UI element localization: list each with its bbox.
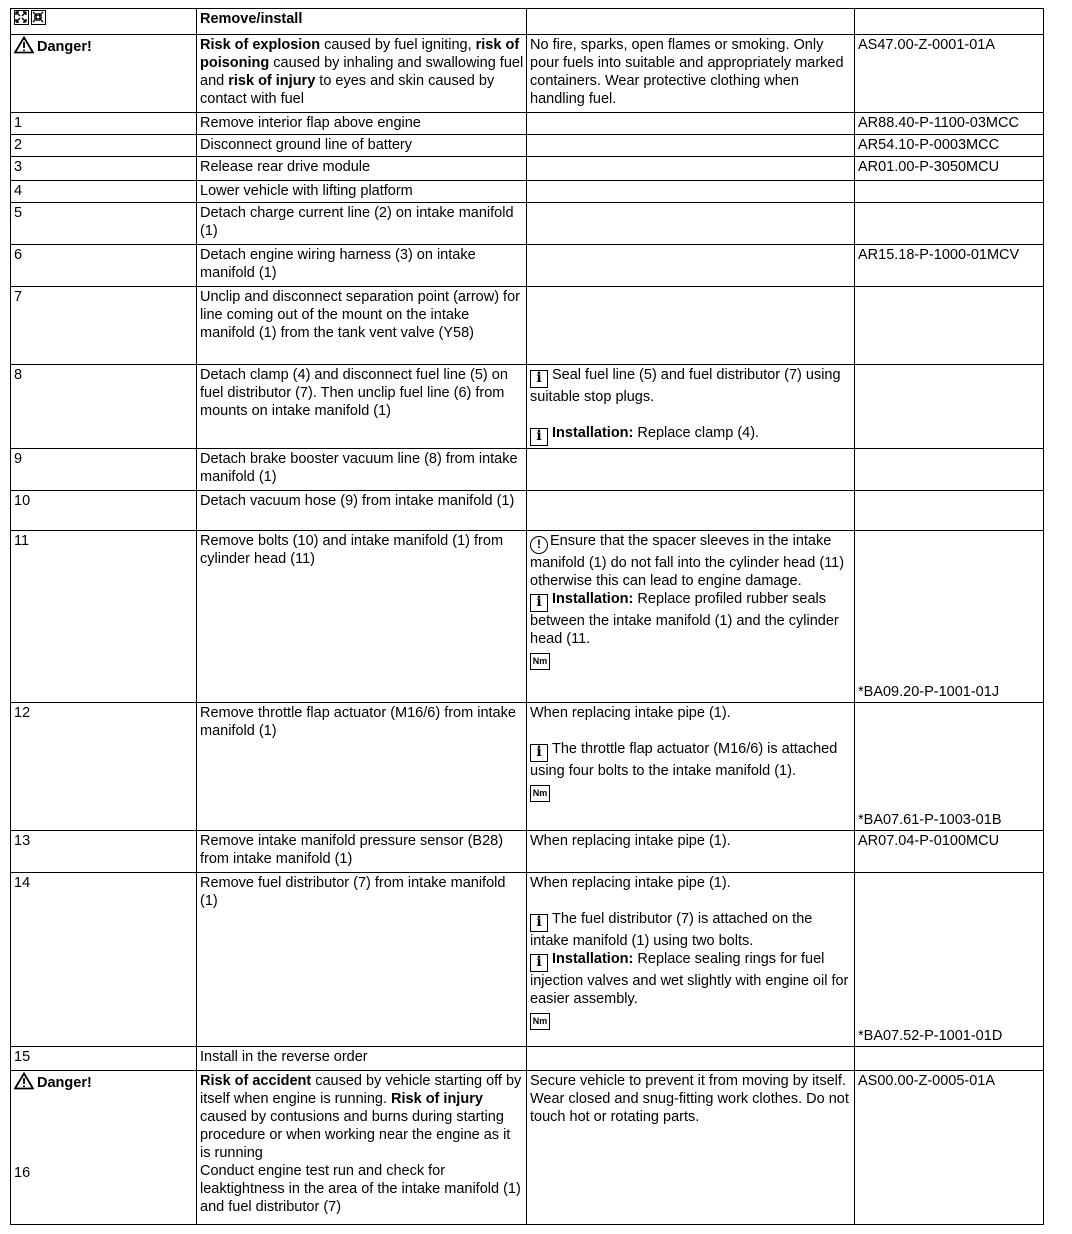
ref-link[interactable]: AR15.18-P-1000-01MCV	[855, 245, 1044, 287]
info-icon: i	[530, 370, 548, 388]
danger-measures: Secure vehicle to prevent it from moving by itself. Wear closed and snug-fitting work clothes. Do not touch hot or rotating parts.	[527, 1071, 855, 1225]
caution-icon: !	[530, 536, 548, 554]
info-icon: i	[530, 428, 548, 446]
torque-icon: Nm	[530, 785, 550, 802]
table-row: 6 Detach engine wiring harness (3) on intake manifold (1) AR15.18-P-1000-01MCV	[11, 245, 1044, 287]
danger-ref[interactable]: AS00.00-Z-0005-01A	[855, 1071, 1044, 1225]
section-title: Remove/install	[197, 9, 527, 35]
ref-link[interactable]: AR07.04-P-0100MCU	[855, 831, 1044, 873]
table-row: 14 Remove fuel distributor (7) from intake manifold (1) When replacing intake pipe (1). i The fuel distributor (7) is attached on the intake manifold (1) using two bolts. i Installation: Replace sealing rings for fuel injection valves and wet slightly with engine oil for easier assembly. Nm *BA07.52-P-1001-01D	[11, 873, 1044, 1047]
info-icon: i	[530, 744, 548, 762]
table-row: 1 Remove interior flap above engine AR88.40-P-1100-03MCC	[11, 113, 1044, 135]
info-icon: i	[530, 954, 548, 972]
table-row: 5 Detach charge current line (2) on intake manifold (1)	[11, 203, 1044, 245]
collapse-icon[interactable]	[31, 10, 46, 25]
procedure-table	[10, 8, 1044, 1225]
table-row: 15 Install in the reverse order	[11, 1047, 1044, 1071]
info-icon: i	[530, 594, 548, 612]
table-row: 12 Remove throttle flap actuator (M16/6) from intake manifold (1) When replacing intake pipe (1). i The throttle flap actuator (M16/6) is attached using four bolts to the intake manifold (1). Nm *BA07.61-P-1003-01B	[11, 703, 1044, 831]
table-row: 2 Disconnect ground line of battery AR54.10-P-0003MCC	[11, 135, 1044, 157]
ref-link[interactable]: *BA07.61-P-1003-01B	[855, 703, 1044, 831]
danger-ref[interactable]: AS47.00-Z-0001-01A	[855, 35, 1044, 113]
danger-row: Danger! 16 Risk of accident caused by vehicle starting off by itself when engine is running. Risk of injury caused by contusions and burns during starting procedure or when working near the engine as it is running Conduct engine test run and check for leaktightness in the area of the intake manifold (1) and fuel distributor (7) Secure vehicle to prevent it from moving by itself. Wear closed and snug-fitting work clothes. Do not touch hot or rotating parts. AS00.00-Z-0005-01A	[11, 1071, 1044, 1225]
table-row: 13 Remove intake manifold pressure sensor (B28) from intake manifold (1) When replacing intake pipe (1). AR07.04-P-0100MCU	[11, 831, 1044, 873]
danger-label: Danger!	[37, 1075, 92, 1091]
table-row: 4 Lower vehicle with lifting platform	[11, 181, 1044, 203]
danger-text: Risk of accident caused by vehicle starting off by itself when engine is running. Risk of injury caused by contusions and burns during starting procedure or when working near the engine as it is running	[200, 1073, 522, 1161]
table-row: 3 Release rear drive module AR01.00-P-3050MCU	[11, 157, 1044, 181]
table-row: 10 Detach vacuum hose (9) from intake manifold (1)	[11, 491, 1044, 531]
table-row: 9 Detach brake booster vacuum line (8) from intake manifold (1)	[11, 449, 1044, 491]
ref-link[interactable]: AR01.00-P-3050MCU	[855, 157, 1044, 181]
ref-link[interactable]: AR54.10-P-0003MCC	[855, 135, 1044, 157]
info-icon: i	[530, 914, 548, 932]
danger-label: Danger!	[37, 39, 92, 55]
expand-icon[interactable]	[14, 10, 29, 25]
ref-link[interactable]: *BA09.20-P-1001-01J	[855, 531, 1044, 703]
table-row: 8 Detach clamp (4) and disconnect fuel line (5) on fuel distributor (7). Then unclip fuel line (6) from mounts on intake manifold (1) i Seal fuel line (5) and fuel distributor (7) using suitable stop plugs. i Installation: Replace clamp (4).	[11, 365, 1044, 449]
danger-text: Risk of explosion caused by fuel igniting, risk of poisoning caused by inhaling and swallowing fuel and risk of injury to eyes and skin caused by contact with fuel	[197, 35, 527, 113]
warning-triangle-icon	[14, 36, 34, 54]
warning-triangle-icon	[14, 1072, 34, 1090]
torque-icon: Nm	[530, 1013, 550, 1030]
table-row: 7 Unclip and disconnect separation point (arrow) for line coming out of the mount on the intake manifold (1) from the tank vent valve (Y58)	[11, 287, 1044, 365]
ref-link[interactable]: AR88.40-P-1100-03MCC	[855, 113, 1044, 135]
danger-row	[11, 35, 1044, 113]
ref-link[interactable]: *BA07.52-P-1001-01D	[855, 873, 1044, 1047]
table-row: 11 Remove bolts (10) and intake manifold (1) from cylinder head (11) ! Ensure that the spacer sleeves in the intake manifold (1) do not fall into the cylinder head (11) otherwise this can lead to engine damage. i Installation: Replace profiled rubber seals between the intake manifold (1) and the cylinder head (11. Nm *BA09.20-P-1001-01J	[11, 531, 1044, 703]
table-row	[11, 9, 1044, 35]
danger-measures: No fire, sparks, open flames or smoking. Only pour fuels into suitable and appropriately marked containers. Wear protective clothing when handling fuel.	[527, 35, 855, 113]
torque-icon: Nm	[530, 653, 550, 670]
